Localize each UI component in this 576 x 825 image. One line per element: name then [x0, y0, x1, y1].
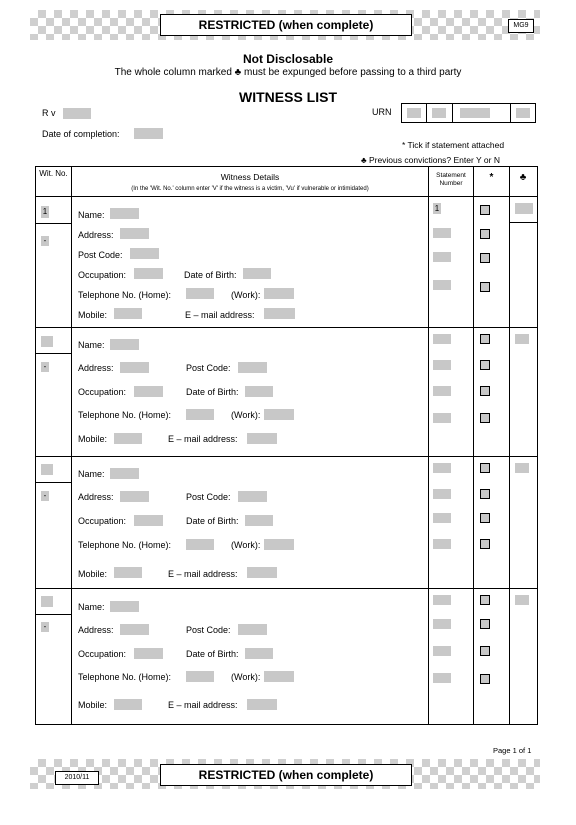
- tel-work-label: (Work):: [231, 540, 261, 550]
- col-statement-number: Statement Number: [436, 172, 466, 187]
- email-label: E – mail address:: [168, 569, 238, 579]
- name-field[interactable]: [110, 208, 139, 219]
- statement-field[interactable]: [433, 619, 451, 629]
- mobile-field[interactable]: [114, 433, 142, 444]
- statement-field[interactable]: [433, 413, 451, 423]
- tel-home-label: Telephone No. (Home):: [78, 410, 172, 420]
- tel-work-field[interactable]: [264, 409, 294, 420]
- email-field[interactable]: [264, 308, 295, 319]
- statement-field[interactable]: [433, 228, 451, 238]
- occupation-label: Occupation:: [78, 516, 127, 526]
- address-field[interactable]: [120, 491, 149, 502]
- address-label: Address:: [78, 230, 114, 240]
- name-label: Name:: [78, 602, 105, 612]
- expunge-note: The whole column marked ♣ must be expunged before passing to a third party: [114, 67, 462, 78]
- convictions-note: ♣ Previous convictions? Enter Y or N: [361, 155, 500, 165]
- statement-field[interactable]: [433, 280, 451, 290]
- mobile-field[interactable]: [114, 567, 142, 578]
- statement-checkbox[interactable]: [480, 334, 490, 344]
- occupation-field[interactable]: [134, 515, 163, 526]
- not-disclosable-heading: Not Disclosable: [242, 52, 334, 66]
- mobile-field[interactable]: [114, 308, 142, 319]
- email-field[interactable]: [247, 433, 277, 444]
- statement-checkbox[interactable]: [480, 253, 490, 263]
- address-label: Address:: [78, 625, 114, 635]
- address-field[interactable]: [120, 228, 149, 239]
- dob-label: Date of Birth:: [186, 516, 239, 526]
- date-completion-field[interactable]: [134, 128, 163, 139]
- wit-no-1[interactable]: 1: [42, 207, 48, 216]
- statement-checkbox[interactable]: [480, 674, 490, 684]
- urn-field-4[interactable]: [516, 108, 530, 118]
- convictions-field[interactable]: [515, 463, 529, 473]
- statement-checkbox[interactable]: [480, 360, 490, 370]
- occupation-label: Occupation:: [78, 270, 127, 280]
- email-field[interactable]: [247, 699, 277, 710]
- statement-field[interactable]: [433, 489, 451, 499]
- statement-no-1[interactable]: 1: [434, 204, 440, 213]
- statement-checkbox[interactable]: [480, 595, 490, 605]
- dob-label: Date of Birth:: [186, 387, 239, 397]
- statement-field[interactable]: [433, 252, 451, 262]
- statement-field[interactable]: [433, 334, 451, 344]
- tel-home-label: Telephone No. (Home):: [78, 290, 172, 300]
- post-code-label: Post Code:: [186, 492, 231, 502]
- mobile-field[interactable]: [114, 699, 142, 710]
- statement-checkbox[interactable]: [480, 646, 490, 656]
- urn-box: [401, 103, 536, 123]
- statement-field[interactable]: [433, 539, 451, 549]
- urn-label: URN: [372, 107, 392, 117]
- date-completion-label: Date of completion:: [42, 129, 120, 139]
- form-version: 2010/11: [55, 771, 99, 785]
- statement-checkbox[interactable]: [480, 463, 490, 473]
- statement-checkbox[interactable]: [480, 413, 490, 423]
- tel-work-field[interactable]: [264, 539, 294, 550]
- email-label: E – mail address:: [168, 434, 238, 444]
- r-v-label: R v: [42, 108, 56, 118]
- occupation-field[interactable]: [134, 268, 163, 279]
- name-label: Name:: [78, 469, 105, 479]
- dob-field[interactable]: [243, 268, 271, 279]
- post-code-field[interactable]: [238, 491, 267, 502]
- dob-field[interactable]: [245, 515, 273, 526]
- statement-field[interactable]: [433, 646, 451, 656]
- wit-type-field[interactable]: -: [41, 362, 49, 372]
- occupation-label: Occupation:: [78, 649, 127, 659]
- convictions-field[interactable]: [515, 334, 529, 344]
- occupation-field[interactable]: [134, 386, 163, 397]
- statement-checkbox[interactable]: [480, 619, 490, 629]
- dob-label: Date of Birth:: [184, 270, 237, 280]
- statement-field[interactable]: [433, 673, 451, 683]
- col-wit-no: Wit. No.: [39, 169, 68, 178]
- footer-restricted-banner: RESTRICTED (when complete): [160, 764, 412, 786]
- wit-no-field[interactable]: [41, 464, 53, 475]
- name-field[interactable]: [110, 339, 139, 350]
- col-tick: *: [489, 172, 494, 183]
- urn-field-2[interactable]: [432, 108, 446, 118]
- address-field[interactable]: [120, 362, 149, 373]
- statement-checkbox[interactable]: [480, 489, 490, 499]
- tel-work-label: (Work):: [231, 672, 261, 682]
- col-convictions: ♣: [519, 172, 527, 183]
- tel-home-field[interactable]: [186, 671, 214, 682]
- email-field[interactable]: [247, 567, 277, 578]
- tel-work-label: (Work):: [231, 410, 261, 420]
- r-v-field[interactable]: [63, 108, 91, 119]
- statement-checkbox[interactable]: [480, 229, 490, 239]
- occupation-field[interactable]: [134, 648, 163, 659]
- tel-home-field[interactable]: [186, 409, 214, 420]
- statement-checkbox[interactable]: [480, 513, 490, 523]
- address-field[interactable]: [120, 624, 149, 635]
- post-code-label: Post Code:: [186, 625, 231, 635]
- tel-home-label: Telephone No. (Home):: [78, 540, 172, 550]
- post-code-label: Post Code:: [186, 363, 231, 373]
- statement-field[interactable]: [433, 360, 451, 370]
- tel-home-field[interactable]: [186, 539, 214, 550]
- statement-checkbox[interactable]: [480, 282, 490, 292]
- statement-field[interactable]: [433, 595, 451, 605]
- post-code-field[interactable]: [238, 362, 267, 373]
- statement-checkbox[interactable]: [480, 205, 490, 215]
- address-label: Address:: [78, 492, 114, 502]
- tick-note: * Tick if statement attached: [402, 140, 505, 150]
- mobile-label: Mobile:: [78, 434, 108, 444]
- post-code-label: Post Code:: [78, 250, 123, 260]
- wit-type-field[interactable]: -: [41, 491, 49, 501]
- address-label: Address:: [78, 363, 114, 373]
- dob-label: Date of Birth:: [186, 649, 239, 659]
- page-title: WITNESS LIST: [239, 89, 337, 105]
- convictions-field[interactable]: [515, 203, 533, 214]
- name-field[interactable]: [110, 468, 139, 479]
- urn-field-3[interactable]: [460, 108, 490, 118]
- name-label: Name:: [78, 210, 105, 220]
- name-label: Name:: [78, 340, 105, 350]
- mobile-label: Mobile:: [78, 700, 108, 710]
- statement-field[interactable]: [433, 513, 451, 523]
- wit-no-field[interactable]: [41, 336, 53, 347]
- statement-checkbox[interactable]: [480, 386, 490, 396]
- urn-field-1[interactable]: [407, 108, 421, 118]
- convictions-field[interactable]: [515, 595, 529, 605]
- tel-work-label: (Work):: [231, 290, 261, 300]
- post-code-field[interactable]: [130, 248, 159, 259]
- mobile-label: Mobile:: [78, 569, 108, 579]
- wit-type-field[interactable]: -: [41, 622, 49, 632]
- post-code-field[interactable]: [238, 624, 267, 635]
- wit-no-field[interactable]: [41, 596, 53, 607]
- occupation-label: Occupation:: [78, 387, 127, 397]
- tel-work-field[interactable]: [264, 288, 294, 299]
- email-label: E – mail address:: [168, 700, 238, 710]
- tel-home-field[interactable]: [186, 288, 214, 299]
- header-restricted-banner: RESTRICTED (when complete): [160, 14, 412, 36]
- page-number: Page 1 of 1: [493, 746, 532, 755]
- dob-field[interactable]: [245, 648, 273, 659]
- dob-field[interactable]: [245, 386, 273, 397]
- form-code: MG9: [508, 19, 534, 33]
- tel-home-label: Telephone No. (Home):: [78, 672, 172, 682]
- col-details-note: (In the 'Wit. No.' column enter 'V' if the witness is a victim, 'Vu' if vulnerable or intimidated): [131, 186, 369, 192]
- wit-type-1[interactable]: -: [41, 236, 49, 246]
- tel-work-field[interactable]: [264, 671, 294, 682]
- email-label: E – mail address:: [185, 310, 255, 320]
- statement-field[interactable]: [433, 386, 451, 396]
- statement-field[interactable]: [433, 463, 451, 473]
- mobile-label: Mobile:: [78, 310, 108, 320]
- statement-checkbox[interactable]: [480, 539, 490, 549]
- name-field[interactable]: [110, 601, 139, 612]
- col-witness-details: Witness Details: [220, 172, 280, 182]
